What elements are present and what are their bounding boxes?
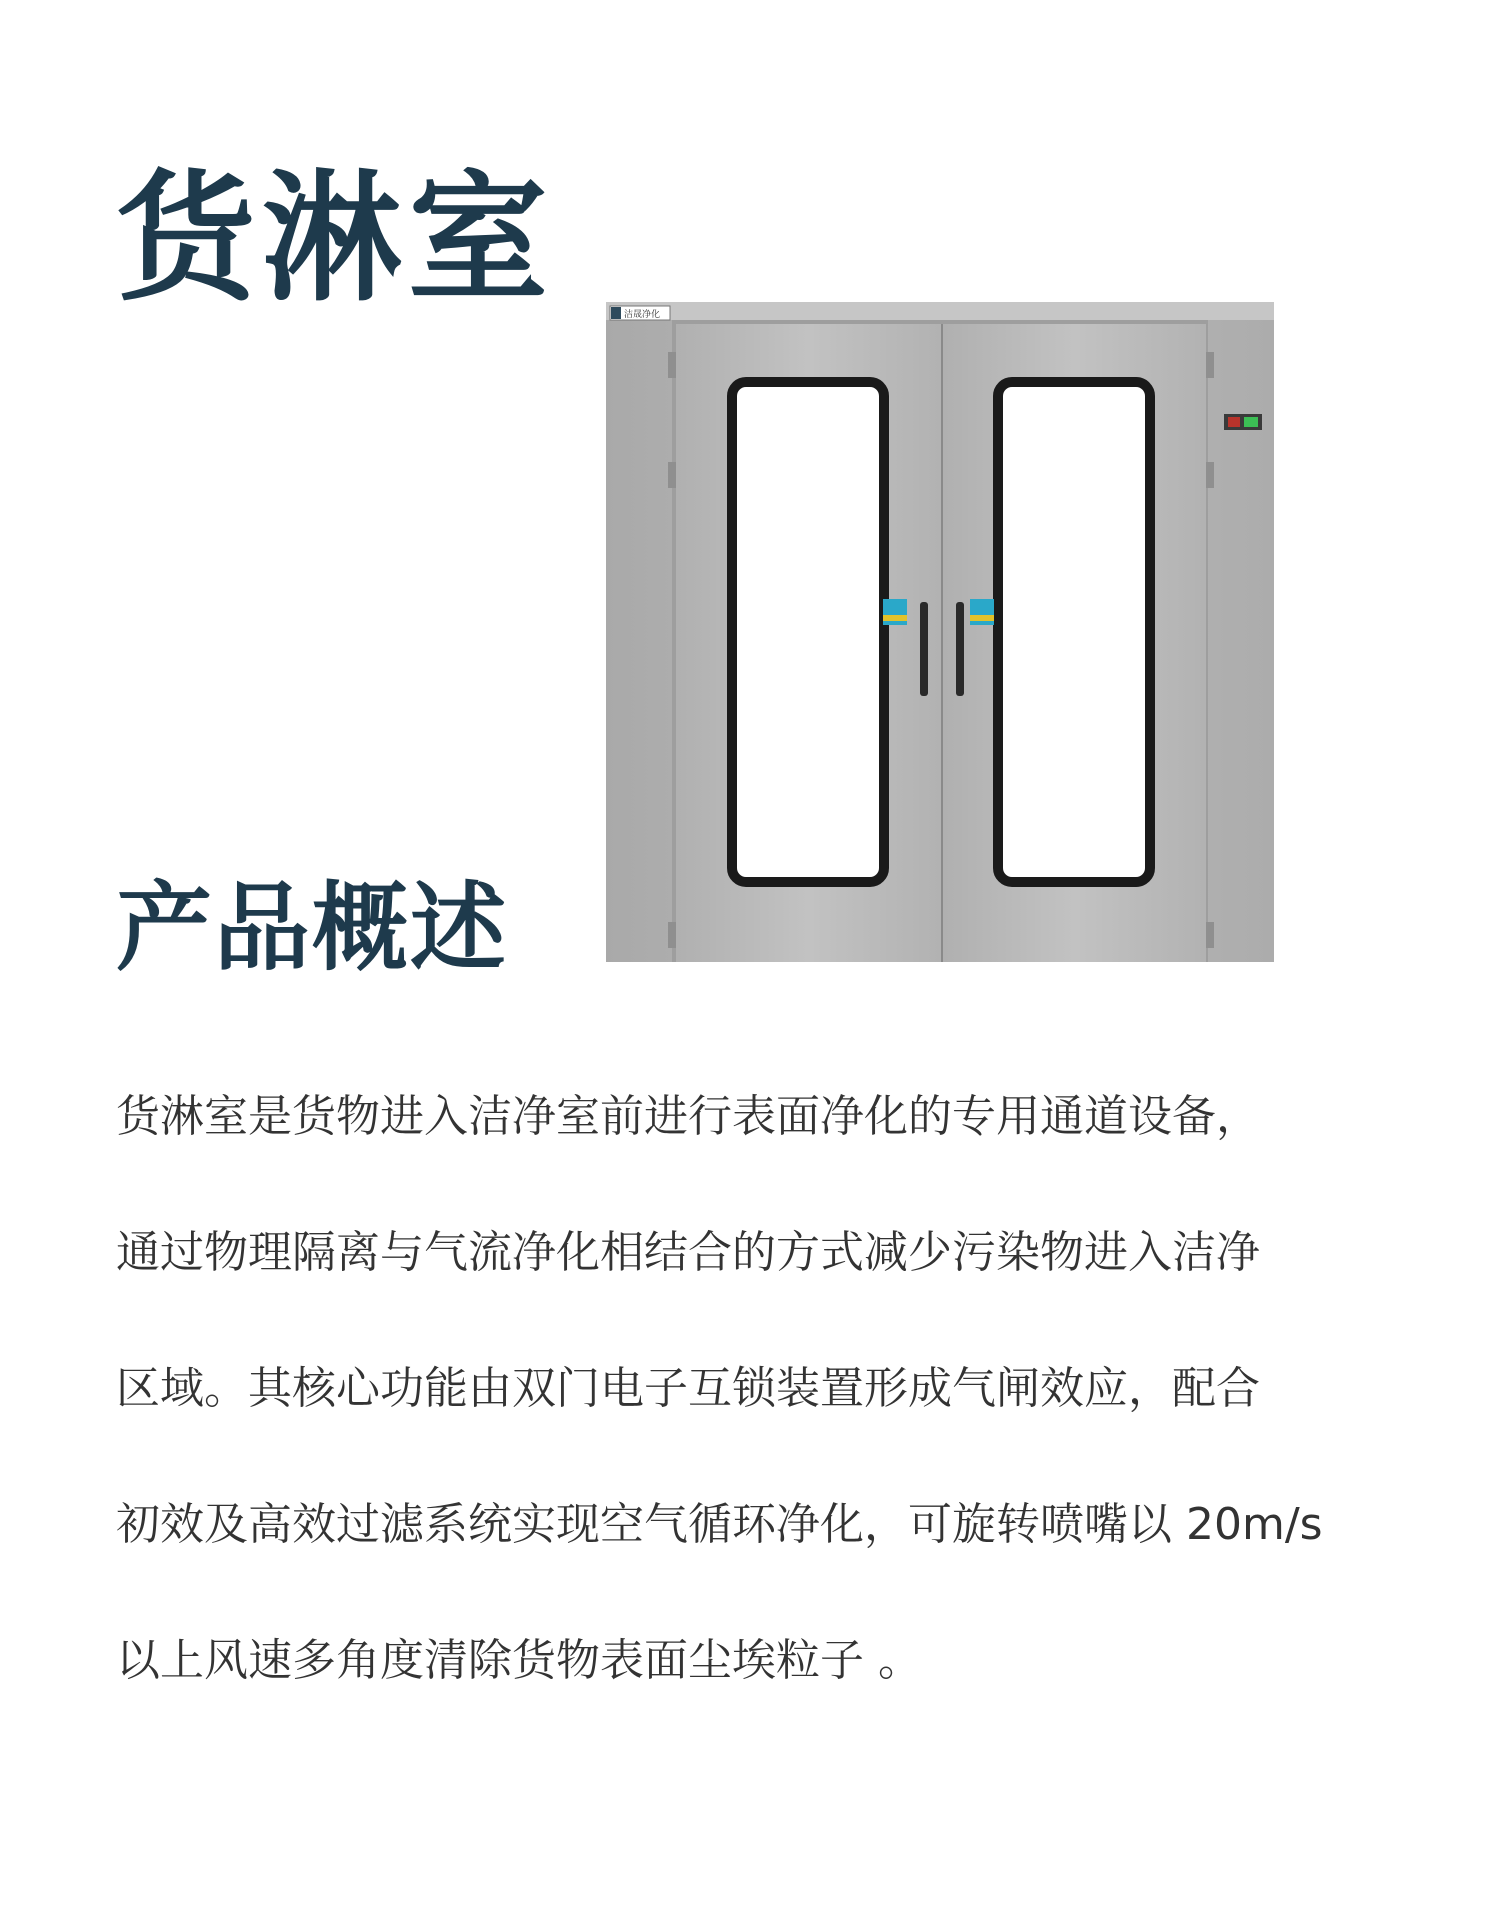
description-line: 通过物理隔离与气流净化相结合的方式减少污染物进入洁净 <box>116 1227 1260 1278</box>
description-line: 初效及高效过滤系统实现空气循环净化，可旋转喷嘴以 20m/s <box>116 1499 1323 1550</box>
product-image-cargo-shower-room <box>606 302 1274 962</box>
page-title: 货淋室 <box>116 158 555 321</box>
section-title-overview: 产品概述 <box>116 872 508 984</box>
description-line: 区域。其核心功能由双门电子互锁装置形成气闸效应，配合 <box>116 1363 1260 1414</box>
product-description <box>116 1085 1386 1765</box>
description-line: 货淋室是货物进入洁净室前进行表面净化的专用通道设备， <box>116 1091 1260 1142</box>
svg-text:洁晟净化: 洁晟净化 <box>624 310 661 320</box>
brand-sign <box>610 306 670 320</box>
right-door-handle <box>956 602 964 696</box>
right-door-window <box>998 382 1150 882</box>
description-line: 以上风速多角度清除货物表面尘埃粒子 。 <box>116 1635 922 1686</box>
left-door-handle <box>920 602 928 696</box>
left-door-window <box>732 382 884 882</box>
